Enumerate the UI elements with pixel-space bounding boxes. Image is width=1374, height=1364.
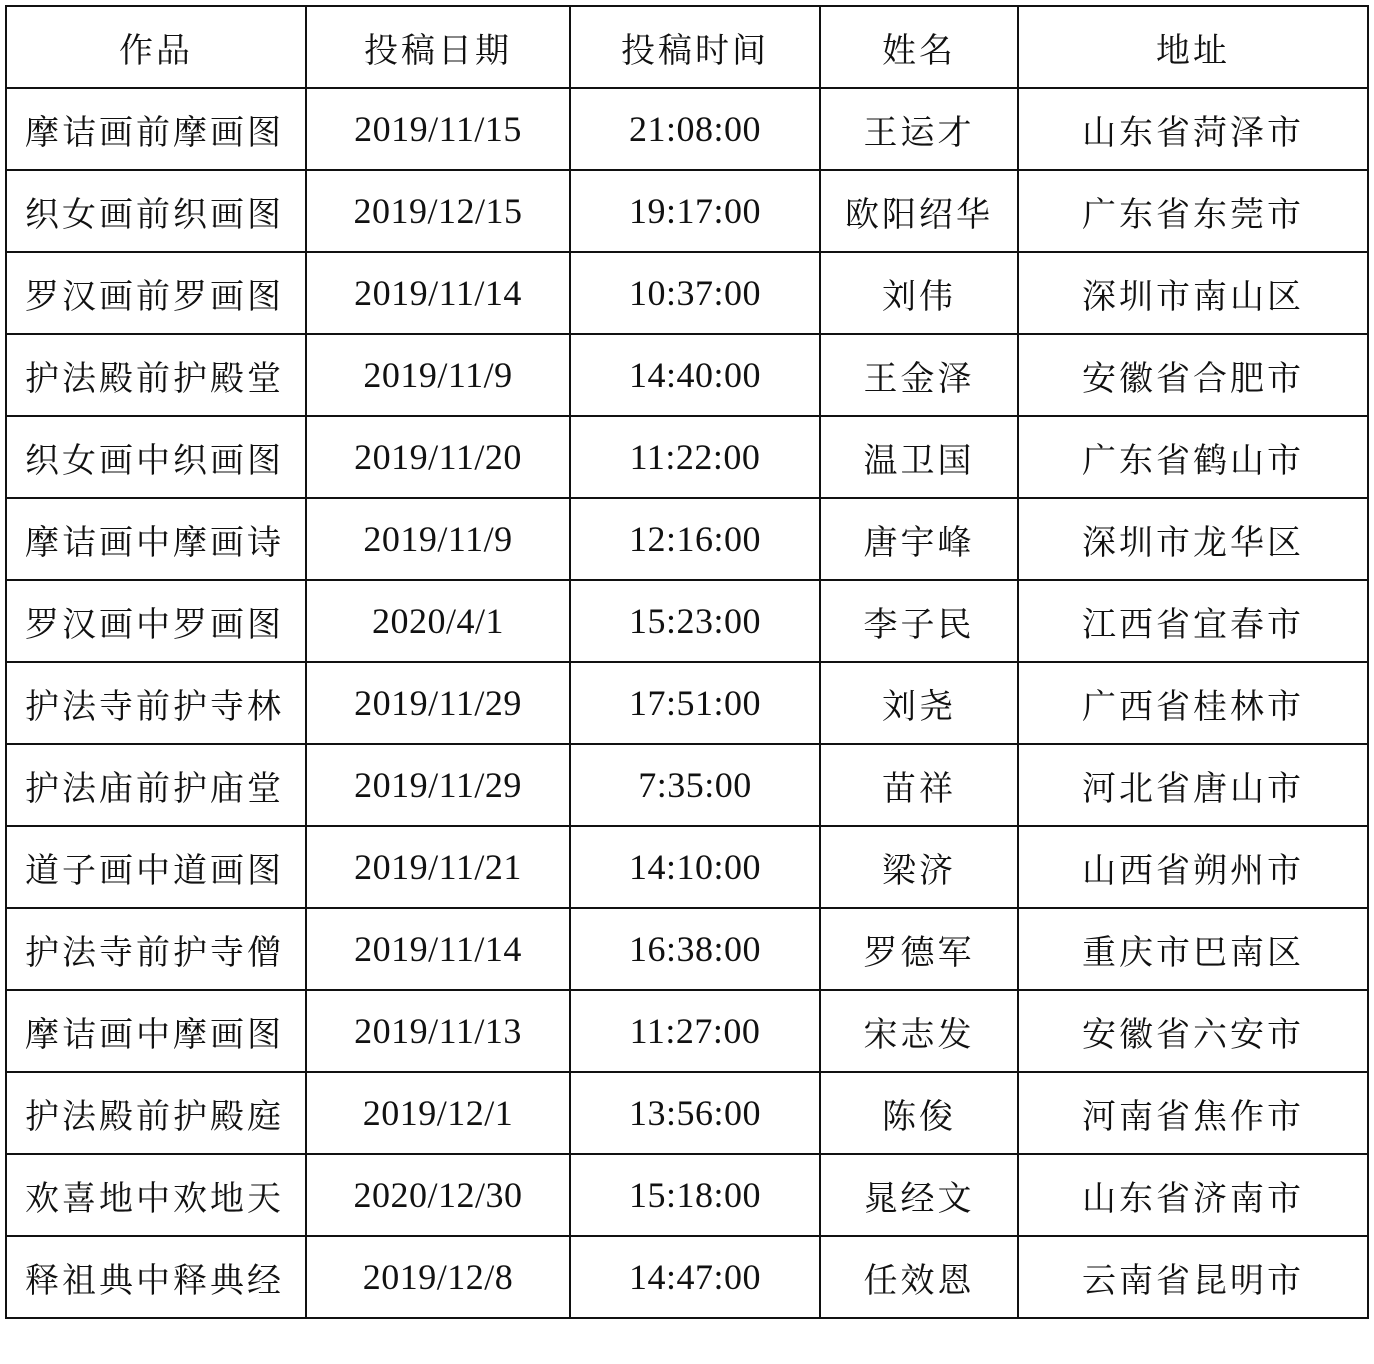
cell-date: 2019/11/9	[306, 498, 570, 580]
cell-time: 12:16:00	[570, 498, 820, 580]
cell-time: 15:18:00	[570, 1154, 820, 1236]
cell-name: 刘尧	[820, 662, 1018, 744]
table-row	[6, 88, 1368, 170]
cell-address: 山西省朔州市	[1018, 826, 1368, 908]
table-row	[6, 990, 1368, 1072]
cell-name: 刘伟	[820, 252, 1018, 334]
cell-address: 安徽省合肥市	[1018, 334, 1368, 416]
cell-address: 山东省济南市	[1018, 1154, 1368, 1236]
cell-date: 2019/11/29	[306, 662, 570, 744]
cell-name: 温卫国	[820, 416, 1018, 498]
table-row	[6, 1236, 1368, 1318]
cell-name: 梁济	[820, 826, 1018, 908]
header-address: 地址	[1018, 6, 1368, 88]
cell-name: 欧阳绍华	[820, 170, 1018, 252]
cell-time: 10:37:00	[570, 252, 820, 334]
cell-time: 13:56:00	[570, 1072, 820, 1154]
header-work: 作品	[6, 6, 306, 88]
cell-name: 唐宇峰	[820, 498, 1018, 580]
cell-date: 2019/11/13	[306, 990, 570, 1072]
cell-name: 宋志发	[820, 990, 1018, 1072]
cell-address: 河南省焦作市	[1018, 1072, 1368, 1154]
table-row	[6, 334, 1368, 416]
cell-work: 护法庙前护庙堂	[6, 744, 306, 826]
cell-name: 王金泽	[820, 334, 1018, 416]
header-row	[6, 6, 1368, 88]
cell-name: 苗祥	[820, 744, 1018, 826]
cell-name: 王运才	[820, 88, 1018, 170]
cell-address: 河北省唐山市	[1018, 744, 1368, 826]
cell-time: 14:10:00	[570, 826, 820, 908]
cell-time: 17:51:00	[570, 662, 820, 744]
cell-date: 2019/12/1	[306, 1072, 570, 1154]
cell-work: 摩诘画中摩画诗	[6, 498, 306, 580]
table-row	[6, 498, 1368, 580]
cell-name: 罗德军	[820, 908, 1018, 990]
table-row	[6, 662, 1368, 744]
cell-address: 云南省昆明市	[1018, 1236, 1368, 1318]
cell-time: 15:23:00	[570, 580, 820, 662]
table-row	[6, 170, 1368, 252]
cell-work: 罗汉画前罗画图	[6, 252, 306, 334]
header-name: 姓名	[820, 6, 1018, 88]
cell-address: 广东省鹤山市	[1018, 416, 1368, 498]
cell-work: 释祖典中释典经	[6, 1236, 306, 1318]
cell-date: 2019/12/15	[306, 170, 570, 252]
cell-work: 道子画中道画图	[6, 826, 306, 908]
cell-time: 11:22:00	[570, 416, 820, 498]
cell-time: 11:27:00	[570, 990, 820, 1072]
cell-address: 山东省菏泽市	[1018, 88, 1368, 170]
cell-work: 织女画前织画图	[6, 170, 306, 252]
cell-date: 2019/12/8	[306, 1236, 570, 1318]
cell-date: 2020/4/1	[306, 580, 570, 662]
cell-time: 7:35:00	[570, 744, 820, 826]
table-row	[6, 1072, 1368, 1154]
cell-address: 广西省桂林市	[1018, 662, 1368, 744]
cell-address: 广东省东莞市	[1018, 170, 1368, 252]
cell-date: 2019/11/21	[306, 826, 570, 908]
cell-work: 摩诘画中摩画图	[6, 990, 306, 1072]
cell-time: 19:17:00	[570, 170, 820, 252]
cell-date: 2019/11/20	[306, 416, 570, 498]
cell-time: 14:47:00	[570, 1236, 820, 1318]
table-row	[6, 416, 1368, 498]
header-time: 投稿时间	[570, 6, 820, 88]
cell-date: 2019/11/14	[306, 908, 570, 990]
cell-time: 14:40:00	[570, 334, 820, 416]
submissions-table	[5, 5, 1369, 1319]
cell-date: 2019/11/29	[306, 744, 570, 826]
cell-date: 2019/11/15	[306, 88, 570, 170]
cell-work: 摩诘画前摩画图	[6, 88, 306, 170]
cell-name: 晁经文	[820, 1154, 1018, 1236]
cell-work: 护法殿前护殿堂	[6, 334, 306, 416]
cell-address: 深圳市龙华区	[1018, 498, 1368, 580]
cell-work: 罗汉画中罗画图	[6, 580, 306, 662]
cell-address: 深圳市南山区	[1018, 252, 1368, 334]
header-date: 投稿日期	[306, 6, 570, 88]
cell-work: 护法寺前护寺林	[6, 662, 306, 744]
cell-work: 织女画中织画图	[6, 416, 306, 498]
cell-date: 2020/12/30	[306, 1154, 570, 1236]
table-row	[6, 826, 1368, 908]
cell-address: 安徽省六安市	[1018, 990, 1368, 1072]
cell-time: 16:38:00	[570, 908, 820, 990]
cell-work: 护法殿前护殿庭	[6, 1072, 306, 1154]
cell-work: 护法寺前护寺僧	[6, 908, 306, 990]
cell-date: 2019/11/14	[306, 252, 570, 334]
table-row	[6, 1154, 1368, 1236]
cell-name: 任效恩	[820, 1236, 1018, 1318]
cell-name: 陈俊	[820, 1072, 1018, 1154]
table-row	[6, 252, 1368, 334]
cell-address: 江西省宜春市	[1018, 580, 1368, 662]
cell-work: 欢喜地中欢地天	[6, 1154, 306, 1236]
cell-address: 重庆市巴南区	[1018, 908, 1368, 990]
table-body	[6, 88, 1368, 1318]
cell-date: 2019/11/9	[306, 334, 570, 416]
table-row	[6, 744, 1368, 826]
cell-time: 21:08:00	[570, 88, 820, 170]
table-row	[6, 580, 1368, 662]
cell-name: 李子民	[820, 580, 1018, 662]
table-row	[6, 908, 1368, 990]
